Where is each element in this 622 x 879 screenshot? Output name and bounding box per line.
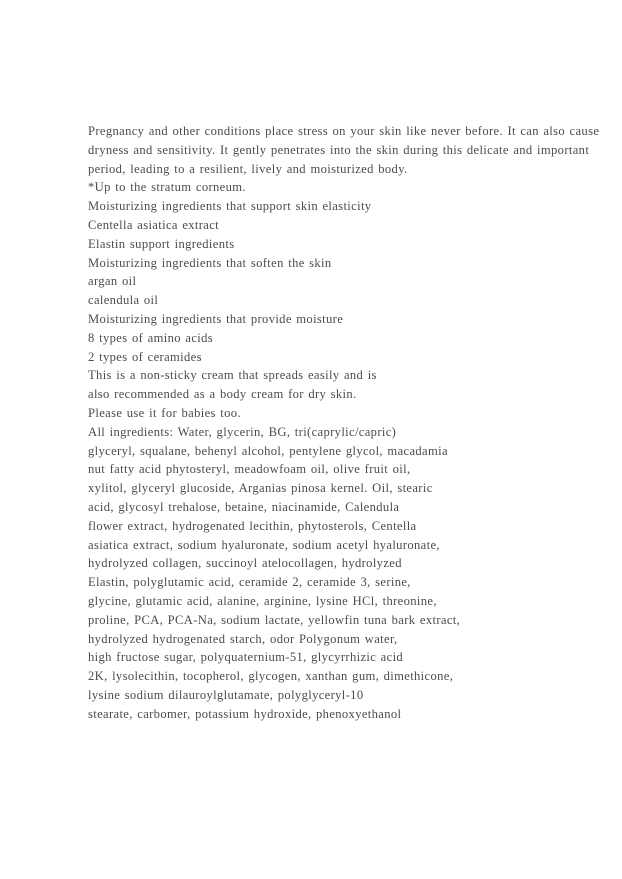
text-line: acid, glycosyl trehalose, betaine, niacinamide, Calendula xyxy=(88,499,400,514)
text-line: hydrolyzed hydrogenated starch, odor Polygonum water, xyxy=(88,631,398,646)
text-line: dryness and sensitivity. It gently penetrates into the skin during this delicate and important xyxy=(88,142,590,157)
text-line: flower extract, hydrogenated lecithin, phytosterols, Centella xyxy=(88,518,417,533)
text-line: All ingredients: Water, glycerin, BG, tri(caprylic/capric) xyxy=(88,424,397,439)
text-line: Pregnancy and other conditions place stress on your skin like never before. It can also cause xyxy=(88,124,600,138)
text-line: 2K, lysolecithin, tocopherol, glycogen, xanthan gum, dimethicone, xyxy=(88,669,454,684)
text-line: nut fatty acid phytosteryl, meadowfoam oil, olive fruit oil, xyxy=(88,462,411,477)
product-description-text xyxy=(88,122,600,724)
text-line: *Up to the stratum corneum. xyxy=(88,180,246,195)
text-line: 2 types of ceramides xyxy=(88,349,202,364)
text-line: Moisturizing ingredients that support skin elasticity xyxy=(88,199,372,214)
text-line: lysine sodium dilauroylglutamate, polyglyceryl-10 xyxy=(88,687,364,702)
text-line: Centella asiatica extract xyxy=(88,217,220,232)
text-line: Please use it for babies too. xyxy=(88,405,241,420)
text-line: also recommended as a body cream for dry skin. xyxy=(88,387,357,402)
text-line: 8 types of amino acids xyxy=(88,330,214,345)
text-line: Moisturizing ingredients that soften the skin xyxy=(88,255,332,270)
text-line: period, leading to a resilient, lively and moisturized body. xyxy=(88,161,408,176)
text-line: proline, PCA, PCA-Na, sodium lactate, yellowfin tuna bark extract, xyxy=(88,612,461,627)
text-line: argan oil xyxy=(88,274,137,289)
text-line: This is a non-sticky cream that spreads easily and is xyxy=(88,368,377,383)
text-line: xylitol, glyceryl glucoside, Arganias pinosa kernel. Oil, stearic xyxy=(88,481,433,496)
text-line: asiatica extract, sodium hyaluronate, sodium acetyl hyaluronate, xyxy=(88,537,440,552)
text-line: calendula oil xyxy=(88,293,159,308)
text-line: glyceryl, squalane, behenyl alcohol, pentylene glycol, macadamia xyxy=(88,443,448,458)
text-line: Elastin, polyglutamic acid, ceramide 2, ceramide 3, serine, xyxy=(88,575,411,590)
text-line: Moisturizing ingredients that provide moisture xyxy=(88,311,344,326)
text-line: high fructose sugar, polyquaternium-51, glycyrrhizic acid xyxy=(88,650,404,665)
text-line: glycine, glutamic acid, alanine, arginine, lysine HCl, threonine, xyxy=(88,593,437,608)
text-line: hydrolyzed collagen, succinoyl atelocollagen, hydrolyzed xyxy=(88,556,402,571)
text-line: stearate, carbomer, potassium hydroxide, phenoxyethanol xyxy=(88,706,402,721)
text-line: Elastin support ingredients xyxy=(88,236,235,251)
